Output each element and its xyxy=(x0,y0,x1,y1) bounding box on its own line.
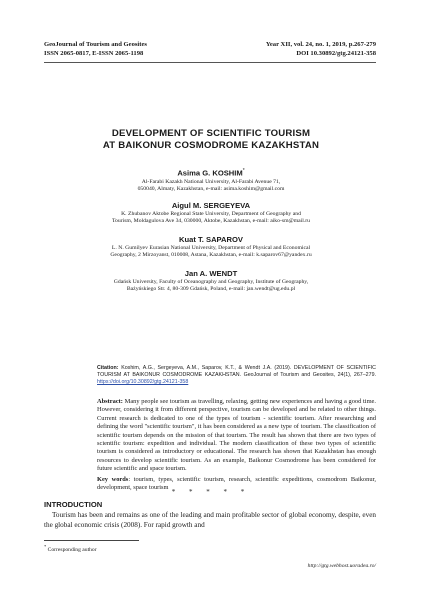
introduction-text: Tourism has been and remains as one of the leading and main profitable sector of global economy, despite, even the global economic crisis (2008). For rapid growth and xyxy=(44,511,376,529)
author-affiliation: 050040, Almaty, Kazakhstan, e-mail: asima.koshim@gmail.com xyxy=(137,185,285,192)
author-name: Kuat T. SAPAROV xyxy=(179,235,243,244)
author-affiliation: Geography, 2 Mirzoyanst, 010008, Astana, Kazakhstan, e-mail: k.saparov67@yandex.ru xyxy=(110,252,312,259)
author-block xyxy=(60,269,362,294)
keywords-label: Key words xyxy=(97,476,129,483)
author-name: Jan A. WENDT xyxy=(184,269,238,278)
author-name: Aigul M. SERGEYEVA xyxy=(171,201,251,210)
citation-label: Citation: xyxy=(97,365,119,371)
author-affiliation: K. Zhubanov Aktobe Regional State University, Department of Geography and xyxy=(121,211,301,217)
footnote xyxy=(44,544,97,553)
title-line: DEVELOPMENT OF SCIENTIFIC TOURISM xyxy=(111,128,311,139)
footnote-marker: * xyxy=(44,544,47,549)
author-name: Asima G. KOSHIM* xyxy=(177,168,245,178)
journal-doi: DOI 10.30892/gtg.24121-358 xyxy=(296,49,376,57)
author-affiliation: Tourism, Moldagulova Ave 34, 030000, Aktobe, Kazakhstan, e-mail: aiko-sm@mail.ru xyxy=(111,218,311,225)
doi-link[interactable]: https://doi.org/10.30892/gtg.24121-358 xyxy=(97,379,189,385)
header-divider xyxy=(44,62,376,63)
author-affiliation: L. N. Gumilyev Eurasian National University, Department of Physical and Economical xyxy=(111,245,311,251)
author-affiliation: Bażyńskiego Str. 4, 80-309 Gdańsk, Poland, e-mail: jan.wendt@ug.edu.pl xyxy=(126,286,296,293)
journal-header-right xyxy=(266,41,376,58)
abstract-text: Many people see tourism as travelling, relaxing, getting new experiences and having a good time. However, considering it from different perspective, tourism can be developed and be related to other things. Current research is dedicated to one of the types of tourism - scientific tourism. After researching and defining the word "scientific tourism", it has been considered as a new type of tourism. The classification of scientific tourism depends on the mission of that tourism. The result has shown that there are two types of scientific tourism: expedition and individual. The modern classification of these two types of scientific tourism is considered as introductory or educational. The research has shown that Kazakhstan has enough resources to develop scientific tourism. As an example, Baikonur Cosmodrome has been considered for future scientific and space tourism. xyxy=(97,398,376,473)
abstract-block xyxy=(97,398,376,474)
author-block xyxy=(60,166,362,193)
journal-url[interactable]: http://gtg.webhost.uoradea.ro/ xyxy=(307,563,376,569)
journal-header-left xyxy=(44,41,147,58)
citation-text: Koshim, A.G., Sergeyeva, A.M., Saparov, K.T., & Wendt J.A. (2019). DEVELOPMENT OF SCIENTIFIC TOURISM AT BAIKONUR COSMODROME KAZAKHSTAN. GeoJournal of Tourism and Geosites, 24(1), 267–279. xyxy=(97,365,376,378)
journal-name: GeoJournal of Tourism and Geosites xyxy=(44,41,147,48)
title-line: AT BAIKONUR COSMODROME KAZAKHSTAN xyxy=(102,140,320,151)
introduction-heading: INTRODUCTION xyxy=(44,500,103,509)
journal-volume: Year XII, vol. 24, no. 1, 2019, p.267-279 xyxy=(265,41,376,48)
journal-issn: ISSN 2065-0817, E-ISSN 2065-1198 xyxy=(44,49,144,57)
section-separator: * * * * * xyxy=(171,488,251,496)
citation-block xyxy=(97,365,376,386)
author-affiliation: Al-Farabi Kazakh National University, Al-Farabi Avenue 71, xyxy=(141,178,281,185)
keywords-text: : tourism, types, scientific tourism, research, scientific expeditions, cosmodrom Baikonur, development, space tourism xyxy=(97,476,376,492)
paper-title xyxy=(60,128,362,152)
footnote-divider xyxy=(44,540,139,541)
author-block xyxy=(60,201,362,226)
footnote-text: Corresponding author xyxy=(47,546,97,553)
author-block xyxy=(60,235,362,260)
corresponding-marker: * xyxy=(242,168,245,174)
abstract-label: Abstract: xyxy=(97,398,123,405)
author-affiliation: Gdańsk University, Faculty of Oceanography and Geography, Institute of Geography, xyxy=(113,279,309,285)
